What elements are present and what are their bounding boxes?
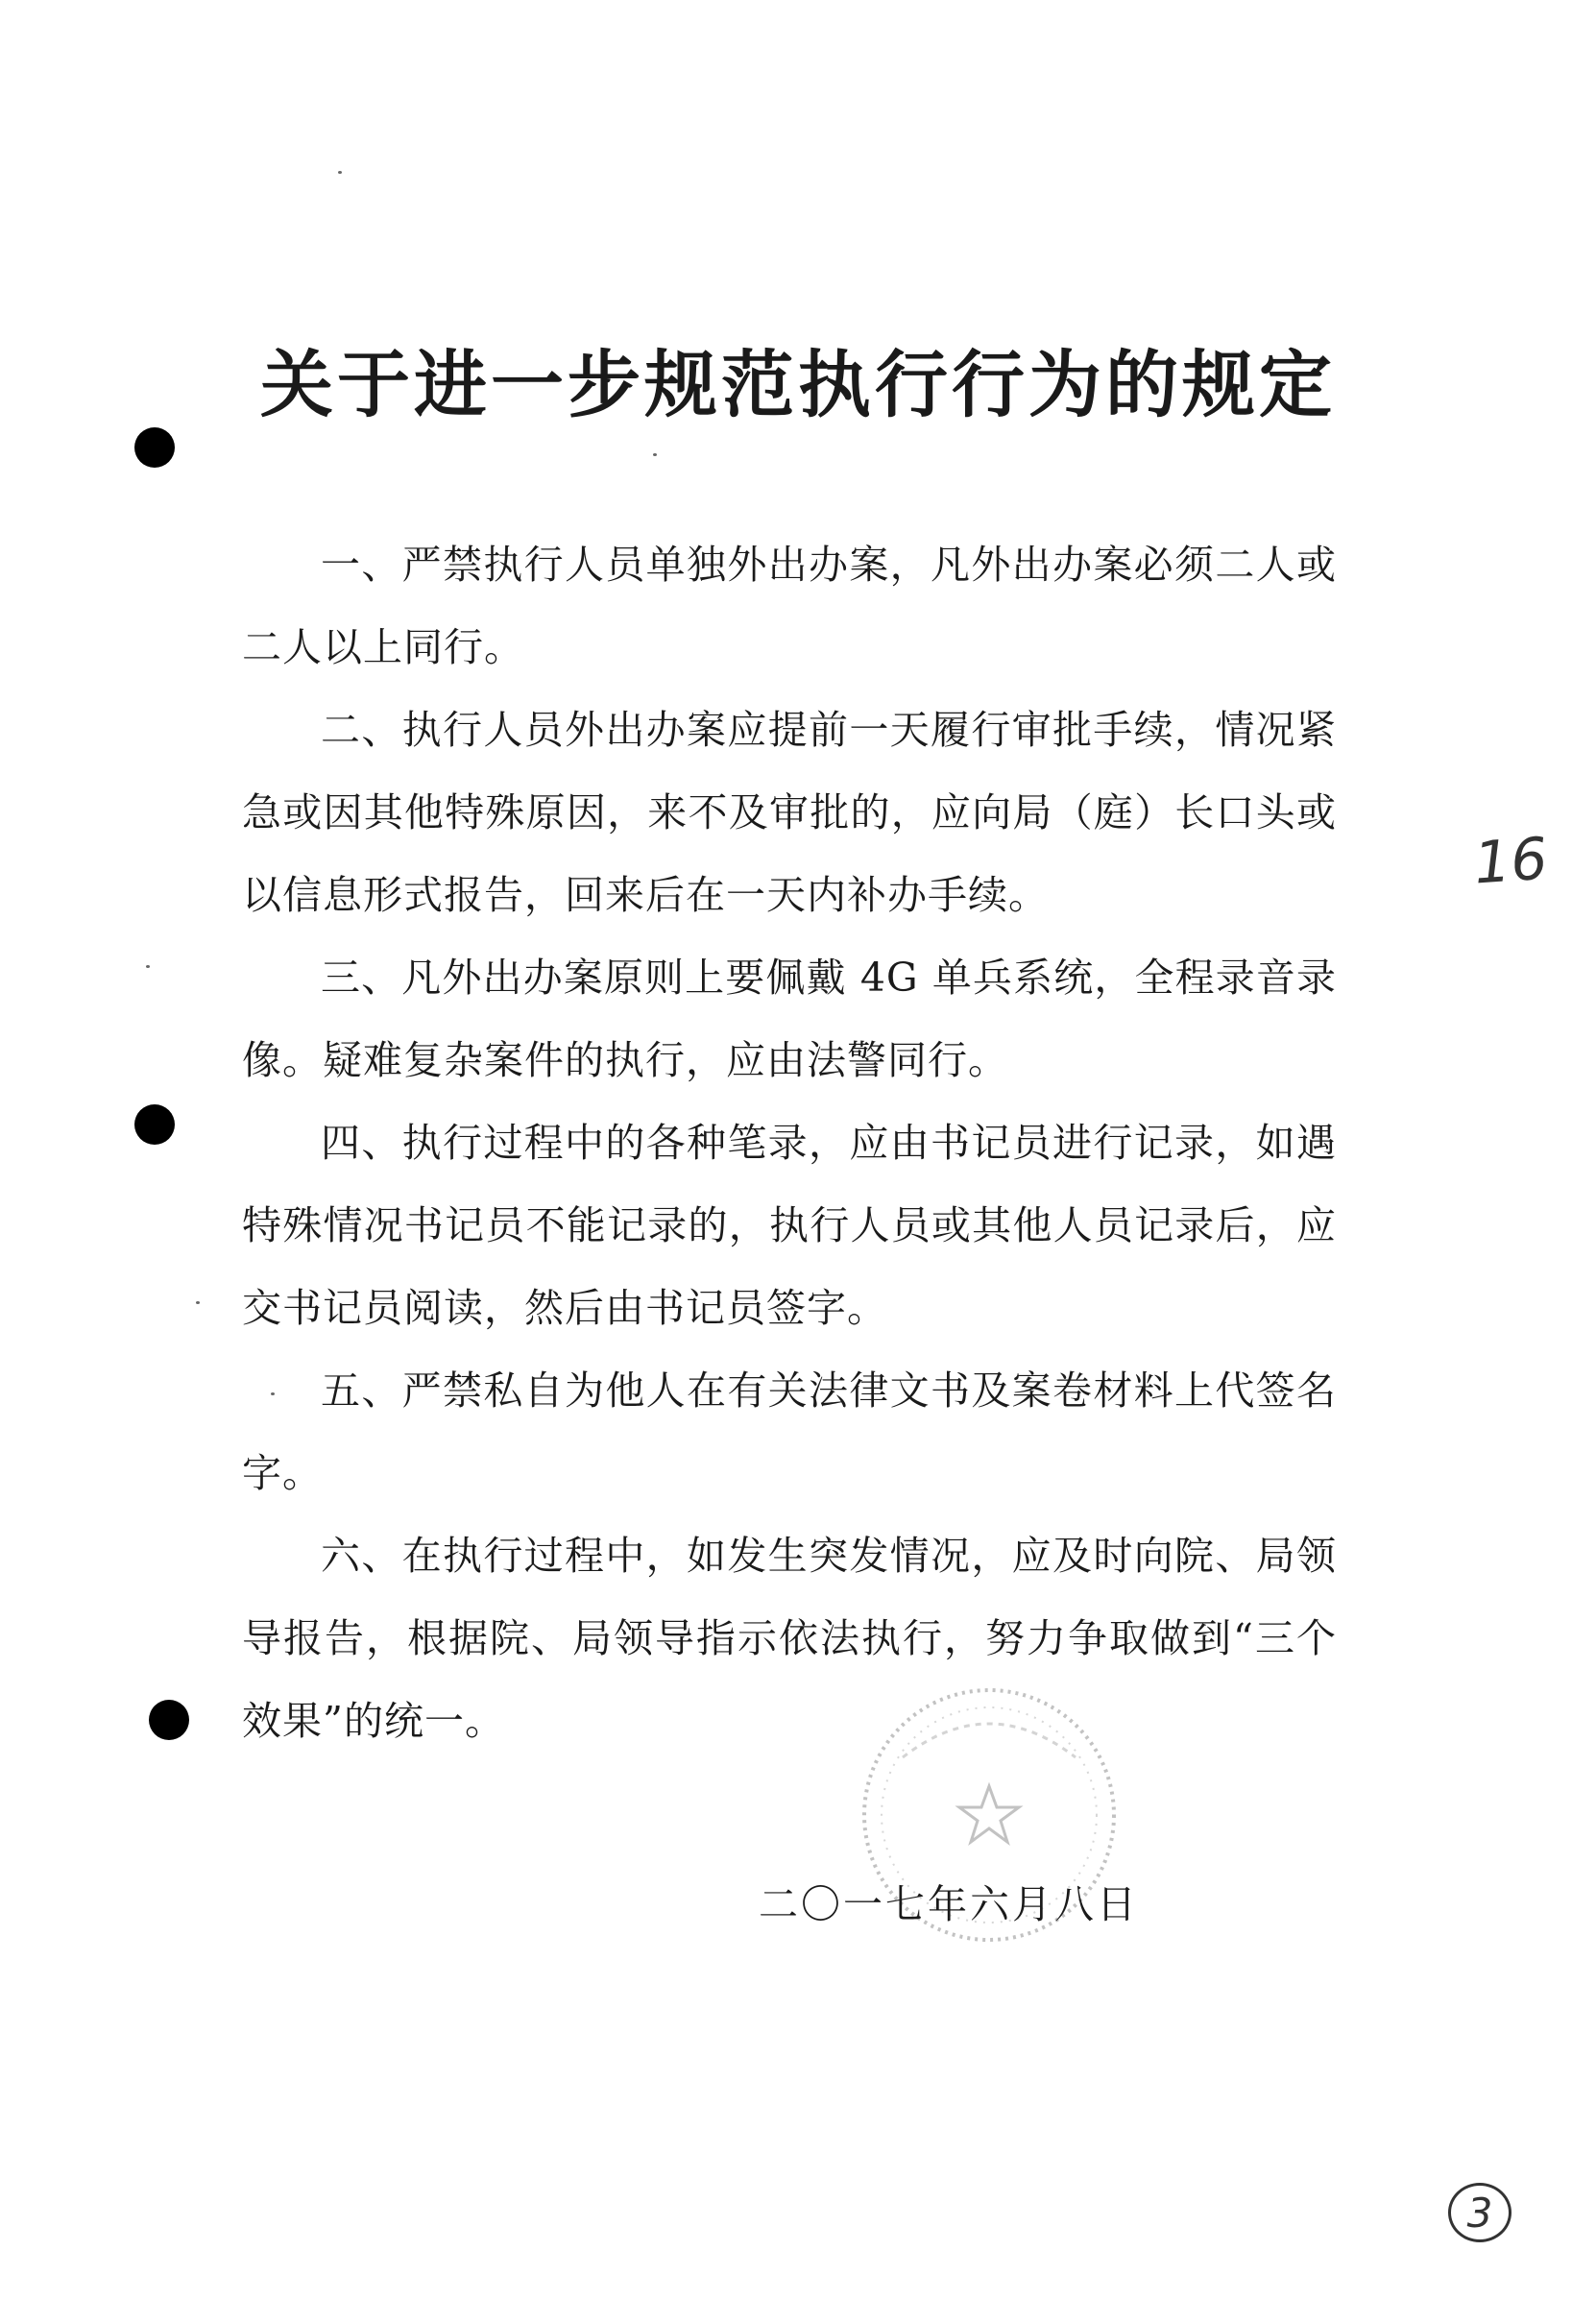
handwritten-page-number: 16 bbox=[1471, 825, 1550, 898]
binding-hole-middle bbox=[134, 1104, 175, 1145]
paragraph-3: 三、凡外出办案原则上要佩戴 4G 单兵系统，全程录音录像。疑难复杂案件的执行，应由法警同行。 bbox=[242, 955, 1337, 1083]
document-title: 关于进一步规范执行行为的规定 bbox=[260, 342, 1336, 427]
scan-speck bbox=[338, 171, 342, 174]
scan-speck bbox=[146, 965, 150, 968]
circled-page-number: 3 bbox=[1448, 2183, 1511, 2242]
paragraph-6: 六、在执行过程中，如发生突发情况，应及时向院、局领导报告，根据院、局领导指示依法执行，努力争取做到“三个效果”的统一。 bbox=[242, 1533, 1337, 1744]
binding-hole-top bbox=[134, 427, 175, 468]
paragraph-4: 四、执行过程中的各种笔录，应由书记员进行记录，如遇特殊情况书记员不能记录的，执行人员或其他人员记录后，应交书记员阅读，然后由书记员签字。 bbox=[242, 1120, 1337, 1331]
document-date: 二〇一七年六月八日 bbox=[759, 1881, 1139, 1927]
paragraph-1: 一、严禁执行人员单独外出办案，凡外出办案必须二人或二人以上同行。 bbox=[242, 542, 1337, 670]
scan-speck bbox=[196, 1301, 200, 1304]
binding-hole-bottom bbox=[149, 1700, 189, 1740]
paragraph-2: 二、执行人员外出办案应提前一天履行审批手续，情况紧急或因其他特殊原因，来不及审批的，应向局（庭）长口头或以信息形式报告，回来后在一天内补办手续。 bbox=[242, 707, 1337, 918]
document-body bbox=[242, 523, 1337, 1762]
scan-speck bbox=[653, 453, 657, 456]
paragraph-5: 五、严禁私自为他人在有关法律文书及案卷材料上代签名字。 bbox=[242, 1367, 1337, 1496]
